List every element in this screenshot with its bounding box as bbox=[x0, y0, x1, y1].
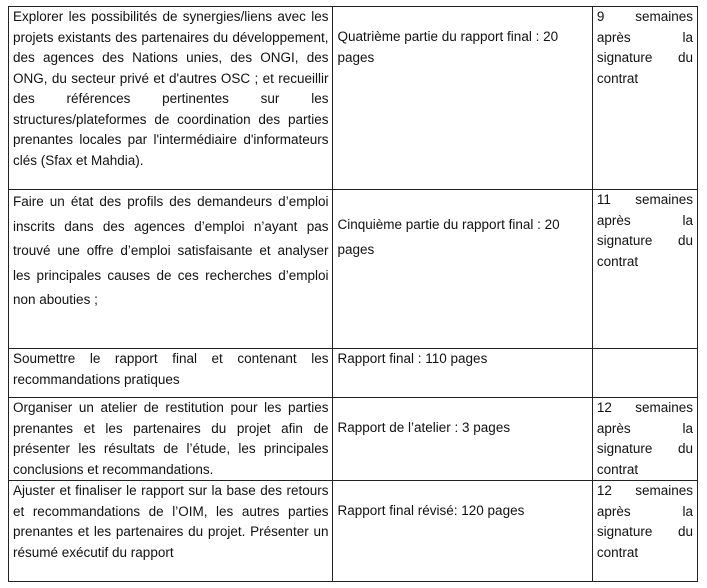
deadline-cell: 12 semaines après la signature du contrat bbox=[592, 398, 697, 481]
deliverable-text: Cinquième partie du rapport final : 20 pages bbox=[337, 217, 560, 257]
table-row bbox=[9, 398, 698, 481]
deadline-cell: 12 semaines après la signature du contrat bbox=[592, 481, 697, 582]
task-cell: Faire un état des profils des demandeurs d’emploi inscrits dans des agences d’emploi n’ayant pas trouvé une offre d’emploi satisfaisante et analyser les principales causes de ces recherches d’emploi non abouties ; bbox=[9, 190, 333, 349]
deliverable-text: Rapport de l’atelier : 3 pages bbox=[337, 420, 511, 435]
task-cell: Ajuster et finaliser le rapport sur la base des retours et recommandations de l’OIM, les autres parties prenantes et les partenaires du projet. Présenter un résumé exécutif du rapport bbox=[9, 481, 333, 582]
deliverable-cell: Rapport final : 110 pages bbox=[333, 349, 592, 398]
deliverable-text: Quatrième partie du rapport final : 20 pages bbox=[337, 29, 559, 65]
table-row bbox=[9, 190, 698, 349]
deliverable-cell bbox=[333, 190, 592, 349]
task-cell: Explorer les possibilités de synergies/liens avec les projets existants des partenaires du développement, des agences des Nations unies, des ONGI, des ONG, du secteur privé et d'autres OSC ; et recueillir des références pertinentes sur les structures/plateformes de coordination des parties prenantes locales par l'intermédiaire d'informateurs clés (Sfax et Mahdia). bbox=[9, 7, 333, 190]
table-row bbox=[9, 7, 698, 190]
deadline-cell bbox=[592, 349, 697, 398]
deliverable-cell bbox=[333, 398, 592, 481]
deliverables-table bbox=[8, 6, 698, 582]
deliverable-cell bbox=[333, 7, 592, 190]
table-row bbox=[9, 349, 698, 398]
task-cell: Organiser un atelier de restitution pour les parties prenantes et les partenaires du projet afin de présenter les résultats de l’étude, les principales conclusions et recommandations. bbox=[9, 398, 333, 481]
task-cell: Soumettre le rapport final et contenant les recommandations pratiques bbox=[9, 349, 333, 398]
deadline-cell: 9 semaines après la signature du contrat bbox=[592, 7, 697, 190]
deliverable-cell bbox=[333, 481, 592, 582]
deliverable-text: Rapport final révisé: 120 pages bbox=[337, 503, 525, 518]
table-row bbox=[9, 481, 698, 582]
deadline-cell: 11 semaines après la signature du contrat bbox=[592, 190, 697, 349]
